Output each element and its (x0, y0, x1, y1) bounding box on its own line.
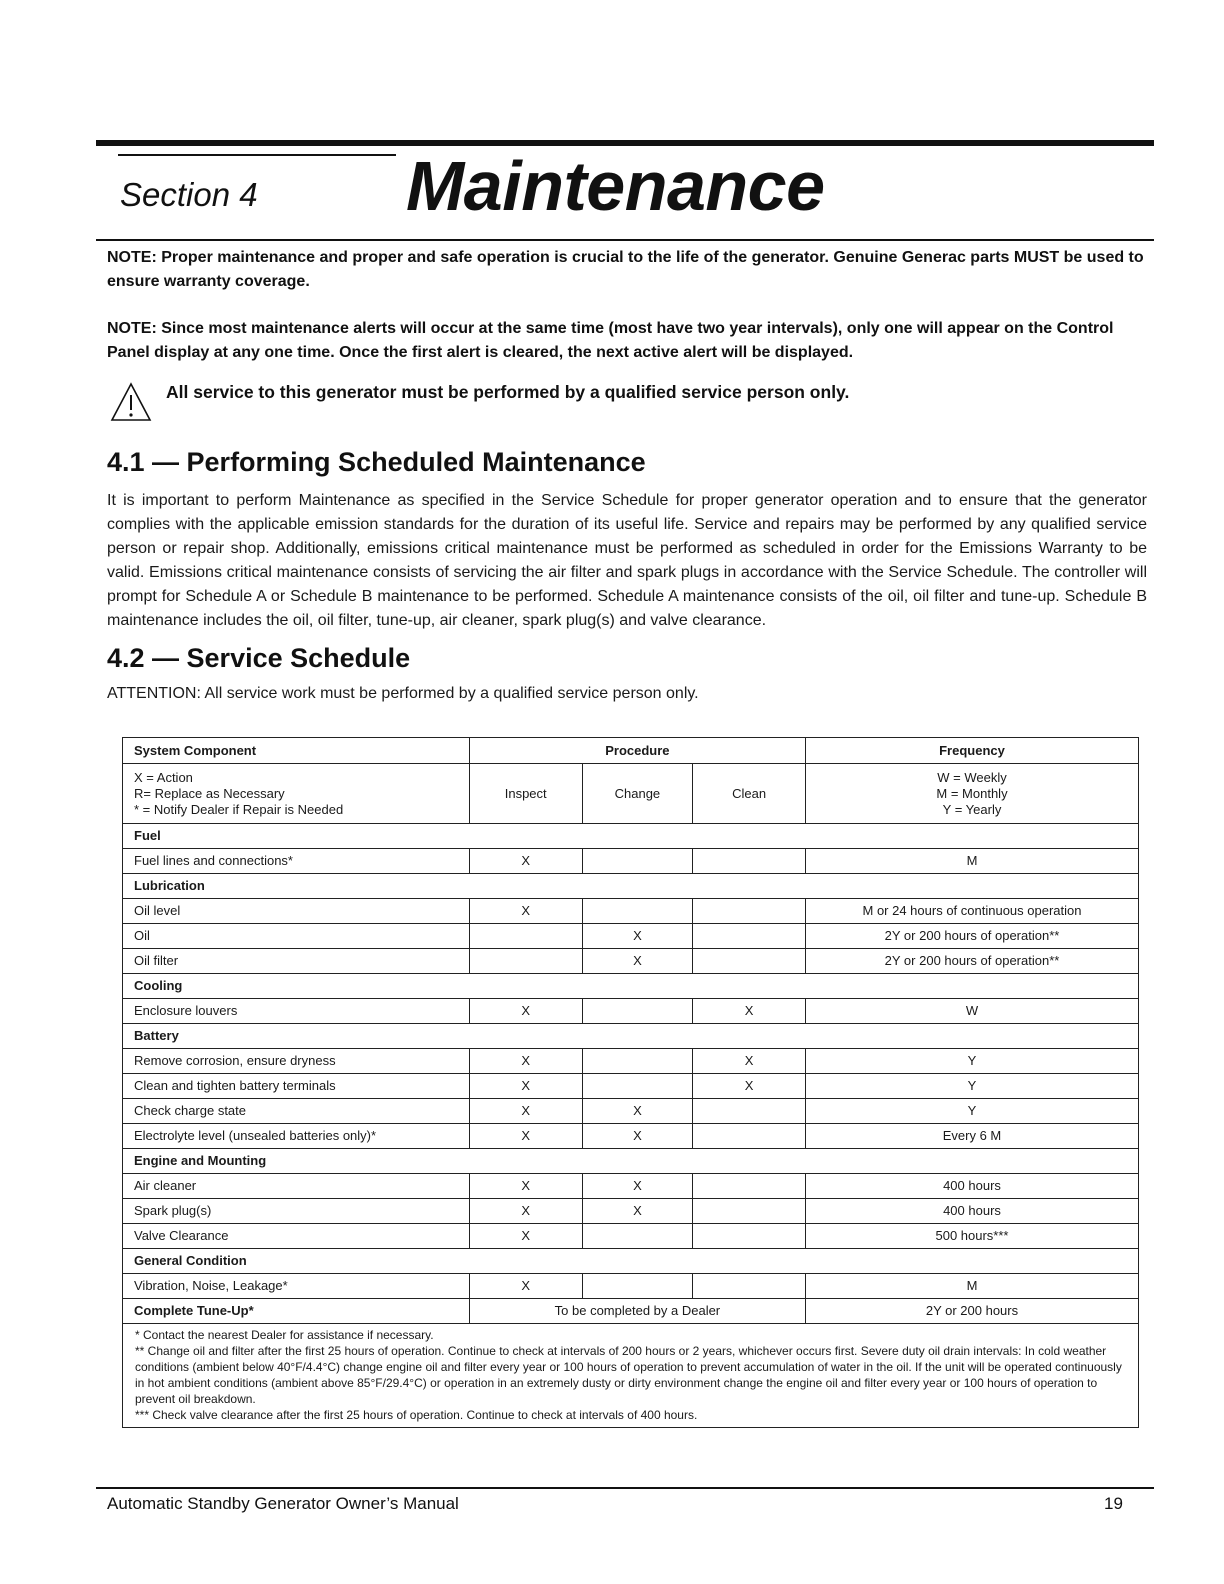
frequency-cell: 500 hours*** (805, 1224, 1138, 1249)
table-row (123, 1274, 1139, 1299)
page-number: 19 (1104, 1494, 1123, 1513)
table-row (123, 924, 1139, 949)
change-cell: X (582, 1174, 693, 1199)
inspect-cell: X (469, 1049, 582, 1074)
table-row (123, 1074, 1139, 1099)
change-cell (582, 1049, 693, 1074)
frequency-cell: 400 hours (805, 1174, 1138, 1199)
procedure-dealer-cell: To be completed by a Dealer (469, 1299, 805, 1324)
frequency-cell: 2Y or 200 hours of operation** (805, 924, 1138, 949)
category-fuel: Fuel (123, 824, 1139, 849)
component-name: Check charge state (123, 1099, 470, 1124)
legend-line: * = Notify Dealer if Repair is Needed (134, 801, 344, 817)
category-battery: Battery (123, 1024, 1139, 1049)
change-cell (582, 899, 693, 924)
legend-component (123, 764, 470, 824)
page-title: Maintenance (406, 147, 825, 225)
inspect-cell: X (469, 999, 582, 1024)
change-cell (582, 849, 693, 874)
category-row (123, 874, 1139, 899)
footnote-2: ** Change oil and filter after the first 25 hours of operation. Continue to check at intervals of 200 hours or 2 years, whichever occurs first. Severe duty oil drain intervals: In cold weather conditions (ambient below 40°F/4.4°C) change engine oil and filter every year or 100 hours of operation to prevent accumulation of water in the oil. If the unit will be operated continuously in hot ambient conditions (ambient above 85°F/29.4°C) or operation in an extremely dusty or dirty environment change the engine oil and filter every year or 100 hours of operation to prevent oil breakdown. (135, 1344, 1122, 1406)
frequency-cell: 2Y or 200 hours (805, 1299, 1138, 1324)
table-row (123, 1049, 1139, 1074)
header-frequency: Frequency (805, 738, 1138, 764)
header-procedure: Procedure (469, 738, 805, 764)
note-maintenance-alerts: NOTE: Since most maintenance alerts will occur at the same time (most have two year intervals), only one will appear on the Control Panel display at any one time. Once the first alert is cleared, the next active alert will be displayed. (107, 320, 1114, 361)
clean-cell: X (693, 1049, 806, 1074)
legend-line: W = Weekly (937, 769, 1007, 785)
footnote-1: * Contact the nearest Dealer for assistance if necessary. (135, 1328, 434, 1342)
component-name: Oil filter (123, 949, 470, 974)
category-row (123, 824, 1139, 849)
legend-line: M = Monthly (936, 785, 1008, 801)
table-row (123, 1174, 1139, 1199)
change-cell: X (582, 1199, 693, 1224)
frequency-cell: M (805, 849, 1138, 874)
inspect-cell: X (469, 899, 582, 924)
component-name: Complete Tune-Up* (123, 1299, 470, 1324)
component-name: Fuel lines and connections* (123, 849, 470, 874)
footnotes (123, 1324, 1139, 1428)
table-header-row (123, 738, 1139, 764)
frequency-cell: Y (805, 1099, 1138, 1124)
clean-cell (693, 1124, 806, 1149)
frequency-cell: Y (805, 1074, 1138, 1099)
component-name: Oil level (123, 899, 470, 924)
change-cell: X (582, 949, 693, 974)
clean-cell (693, 1174, 806, 1199)
component-name: Oil (123, 924, 470, 949)
clean-cell (693, 1274, 806, 1299)
footnote-3: *** Check valve clearance after the first 25 hours of operation. Continue to check at intervals of 400 hours. (135, 1408, 698, 1422)
component-name: Air cleaner (123, 1174, 470, 1199)
table-legend-row (123, 764, 1139, 824)
table-row (123, 999, 1139, 1024)
inspect-cell: X (469, 1124, 582, 1149)
footer-rule (96, 1487, 1154, 1489)
component-name: Enclosure louvers (123, 999, 470, 1024)
legend-line: X = Action (134, 769, 193, 785)
table-row (123, 1199, 1139, 1224)
frequency-cell: W (805, 999, 1138, 1024)
attention-text: ATTENTION: All service work must be performed by a qualified service person only. (107, 685, 699, 702)
legend-frequency (805, 764, 1138, 824)
change-cell: X (582, 924, 693, 949)
inspect-cell (469, 924, 582, 949)
note-genuine-parts: NOTE: Proper maintenance and proper and safe operation is crucial to the life of the generator. Genuine Generac parts MUST be used to ensure warranty coverage. (107, 249, 1144, 290)
component-name: Clean and tighten battery terminals (123, 1074, 470, 1099)
inspect-cell: X (469, 849, 582, 874)
clean-cell (693, 1224, 806, 1249)
table-row (123, 899, 1139, 924)
table-row (123, 1099, 1139, 1124)
frequency-cell: M (805, 1274, 1138, 1299)
component-name: Valve Clearance (123, 1224, 470, 1249)
warning-text: All service to this generator must be performed by a qualified service person only. (166, 382, 850, 402)
clean-cell (693, 849, 806, 874)
heading-4-2: 4.2 — Service Schedule (107, 643, 411, 673)
legend-line: Y = Yearly (942, 801, 1002, 817)
clean-cell: X (693, 999, 806, 1024)
table-row (123, 1124, 1139, 1149)
inspect-cell: X (469, 1174, 582, 1199)
component-name: Vibration, Noise, Leakage* (123, 1274, 470, 1299)
category-row (123, 1249, 1139, 1274)
clean-cell (693, 1099, 806, 1124)
inspect-cell: X (469, 1224, 582, 1249)
clean-cell (693, 899, 806, 924)
legend-change: Change (582, 764, 693, 824)
change-cell: X (582, 1124, 693, 1149)
clean-cell (693, 924, 806, 949)
component-name: Spark plug(s) (123, 1199, 470, 1224)
legend-line: R= Replace as Necessary (134, 785, 285, 801)
title-rule (96, 239, 1154, 241)
warning-triangle-icon (110, 382, 152, 422)
table-row (123, 949, 1139, 974)
inspect-cell: X (469, 1199, 582, 1224)
table-row (123, 1224, 1139, 1249)
header-system-component: System Component (123, 738, 470, 764)
inspect-cell: X (469, 1074, 582, 1099)
category-lubrication: Lubrication (123, 874, 1139, 899)
inspect-cell (469, 949, 582, 974)
clean-cell (693, 949, 806, 974)
category-engine: Engine and Mounting (123, 1149, 1139, 1174)
table-row (123, 849, 1139, 874)
category-general: General Condition (123, 1249, 1139, 1274)
frequency-cell: 2Y or 200 hours of operation** (805, 949, 1138, 974)
warning-callout (110, 380, 1150, 430)
heading-4-1: 4.1 — Performing Scheduled Maintenance (107, 447, 646, 477)
legend-clean: Clean (693, 764, 806, 824)
frequency-cell: Every 6 M (805, 1124, 1138, 1149)
clean-cell: X (693, 1074, 806, 1099)
change-cell (582, 999, 693, 1024)
category-row (123, 974, 1139, 999)
category-cooling: Cooling (123, 974, 1139, 999)
tune-up-row (123, 1299, 1139, 1324)
inspect-cell: X (469, 1274, 582, 1299)
frequency-cell: 400 hours (805, 1199, 1138, 1224)
change-cell: X (582, 1099, 693, 1124)
category-row (123, 1024, 1139, 1049)
category-row (123, 1149, 1139, 1174)
paragraph-scheduled-maintenance: It is important to perform Maintenance as specified in the Service Schedule for proper generator operation and to ensure that the generator complies with the applicable emission standards for the duration of its useful life. Service and repairs may be performed by any qualified service person or repair shop. Additionally, emissions critical maintenance must be performed as scheduled in order for the Emissions Warranty to be valid. Emissions critical maintenance consists of servicing the air filter and spark plugs in accordance with the Service Schedule. The controller will prompt for Schedule A or Schedule B maintenance to be performed. Schedule A maintenance consists of the oil, oil filter and tune-up. Schedule B maintenance includes the oil, oil filter, tune-up, air cleaner, spark plug(s) and valve clearance. (107, 492, 1147, 629)
change-cell (582, 1074, 693, 1099)
section-label-rule (118, 154, 396, 156)
footer-manual-title: Automatic Standby Generator Owner’s Manual (107, 1494, 459, 1513)
change-cell (582, 1274, 693, 1299)
frequency-cell: M or 24 hours of continuous operation (805, 899, 1138, 924)
change-cell (582, 1224, 693, 1249)
footnotes-row (123, 1324, 1139, 1428)
component-name: Remove corrosion, ensure dryness (123, 1049, 470, 1074)
clean-cell (693, 1199, 806, 1224)
inspect-cell: X (469, 1099, 582, 1124)
frequency-cell: Y (805, 1049, 1138, 1074)
section-label: Section 4 (120, 176, 258, 213)
legend-inspect: Inspect (469, 764, 582, 824)
service-schedule-table (122, 737, 1139, 1428)
component-name: Electrolyte level (unsealed batteries only)* (123, 1124, 470, 1149)
